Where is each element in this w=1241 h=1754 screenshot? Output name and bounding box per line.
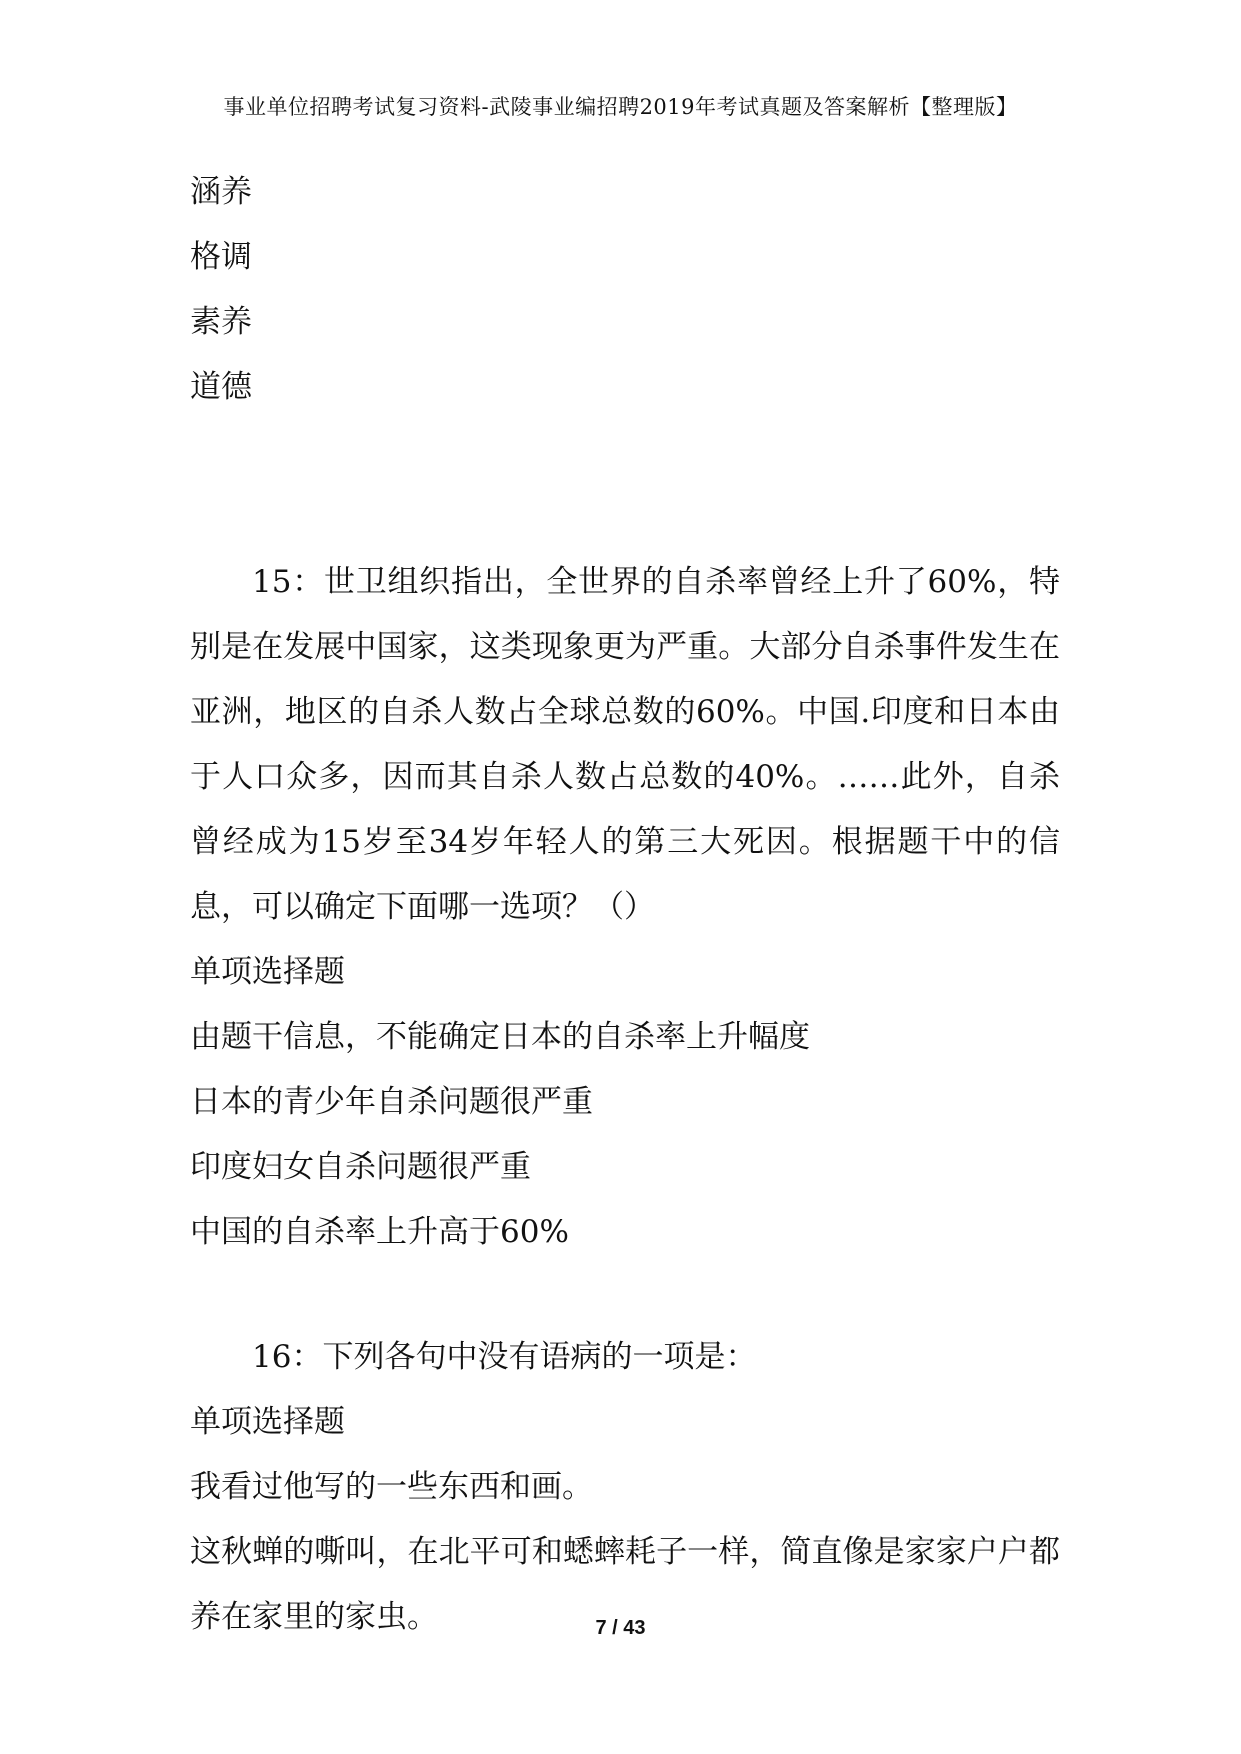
page-header: 事业单位招聘考试复习资料-武陵事业编招聘2019年考试真题及答案解析【整理版】 [223,95,1018,119]
spacer [190,1265,1060,1325]
question-type-label: 单项选择题 [190,954,345,990]
option-line: 由题干信息，不能确定日本的自杀率上升幅度 [190,1019,810,1055]
option-line: 格调 [190,239,252,275]
question-type-label: 单项选择题 [190,1404,345,1440]
option-line: 中国的自杀率上升高于60% [190,1214,569,1250]
question-16-stem: 16：下列各句中没有语病的一项是： [252,1339,757,1375]
spacer [190,420,1060,550]
option-line: 涵养 [190,174,252,210]
question-15-stem: 15：世卫组织指出，全世界的自杀率曾经上升了60%，特别是在发展中国家，这类现象更为严重。大部分自杀事件发生在亚洲，地区的自杀人数占全球总数的60%。中国.印度和日本由于人口众多，因而其自杀人数占总数的40%。……此外，自杀曾经成为15岁至34岁年轻人的第三大死因。根据题干中的信息，可以确定下面哪一选项？（） [190,564,1060,925]
option-line: 我看过他写的一些东西和画。 [190,1469,593,1505]
option-line: 这秋蝉的嘶叫，在北平可和蟋蟀耗子一样，简直像是家家户户都养在家里的家虫。 [190,1534,1060,1635]
option-line: 印度妇女自杀问题很严重 [190,1149,531,1185]
document-body [190,160,1060,1650]
option-line: 日本的青少年自杀问题很严重 [190,1084,593,1120]
option-line: 素养 [190,304,252,340]
option-line: 道德 [190,369,252,405]
page-number: 7 / 43 [595,1617,646,1639]
